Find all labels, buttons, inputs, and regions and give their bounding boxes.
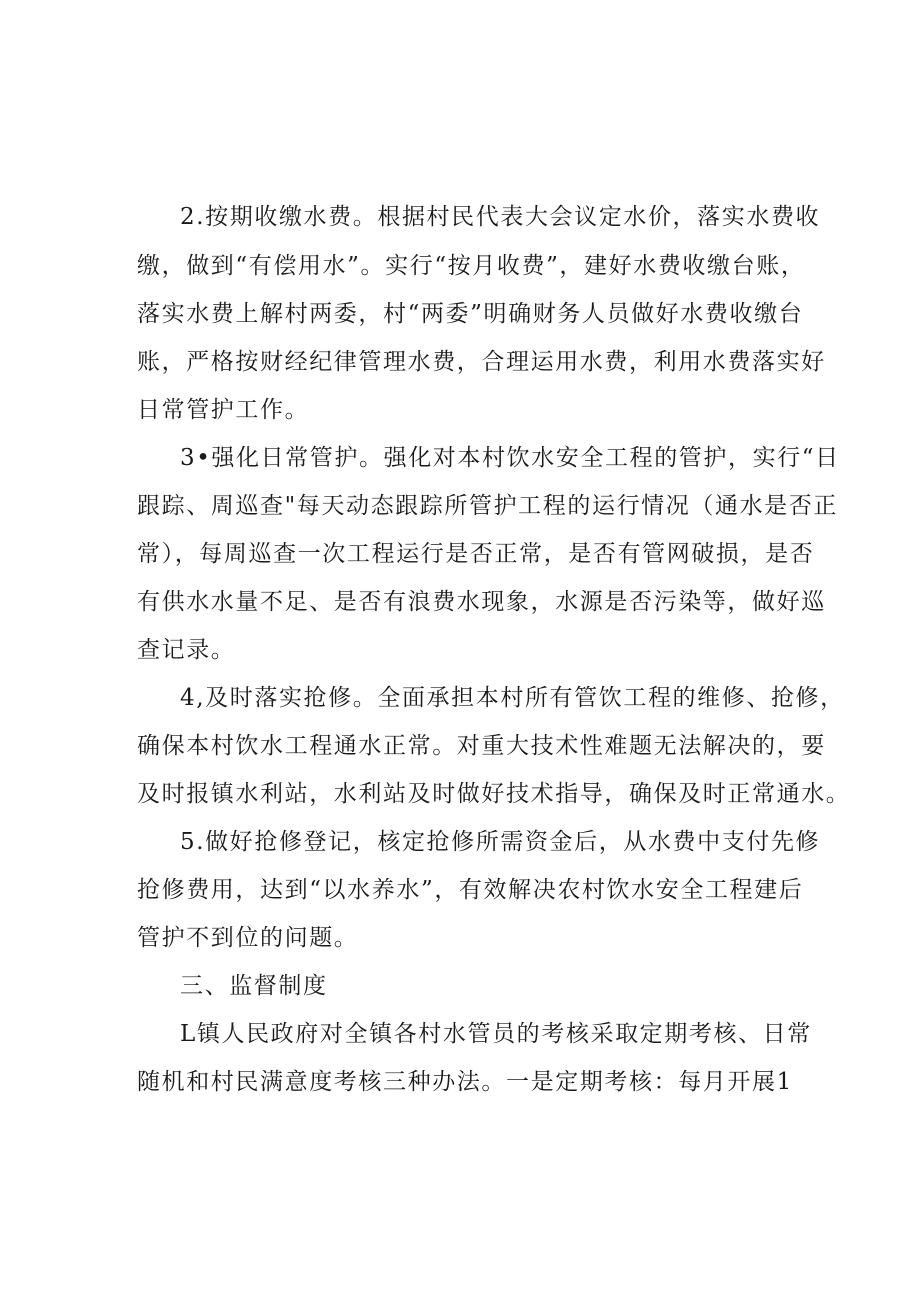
text-line: 4,及时落实抢修。全面承担本村所有管饮工程的维修、抢修， [180, 685, 845, 711]
text-line: 2.按期收缴水费。根据村民代表大会议定水价，落实水费收 [180, 204, 821, 230]
text-line: 确保本村饮水工程通水正常。对重大技术性难题无法解决的，要 [137, 733, 826, 759]
text-line: 常），每周巡查一次工程运行是否正常，是否有管网破损，是否 [137, 541, 815, 567]
text-line: 管护不到位的问题。 [137, 925, 359, 951]
text-line: 日常管护工作。 [137, 397, 310, 423]
section-heading: 三、监督制度 [180, 973, 328, 999]
text-line: 有供水水量不足、是否有浪费水现象，水源是否污染等，做好巡 [137, 589, 826, 615]
text-line: 落实水费上解村两委，村“两委”明确财务人员做好水费收缴台 [137, 301, 804, 327]
text-line: L镇人民政府对全镇各村水管员的考核采取定期考核、日常 [180, 1021, 812, 1047]
text-line: 3•强化日常管护。强化对本村饮水安全工程的管护，实行“日 [180, 445, 840, 471]
text-line: 随机和村民满意度考核三种办法。一是定期考核：每月开展1 [137, 1069, 793, 1095]
text-line: 及时报镇水利站，水利站及时做好技术指导，确保及时正常通水。 [137, 781, 851, 807]
text-line: 账，严格按财经纪律管理水费，合理运用水费，利用水费落实好 [137, 349, 826, 375]
text-line: 5.做好抢修登记，核定抢修所需资金后，从水费中支付先修 [180, 829, 821, 855]
text-line: 抢修费用，达到“以水养水”，有效解决农村饮水安全工程建后 [137, 877, 804, 903]
text-line: 查记录。 [137, 637, 236, 663]
text-line: 跟踪、周巡查"每天动态跟踪所管护工程的运行情况（通水是否正 [137, 493, 838, 519]
text-line: 缴，做到“有偿用水”。实行“按月收费”，建好水费收缴台账， [137, 253, 806, 279]
